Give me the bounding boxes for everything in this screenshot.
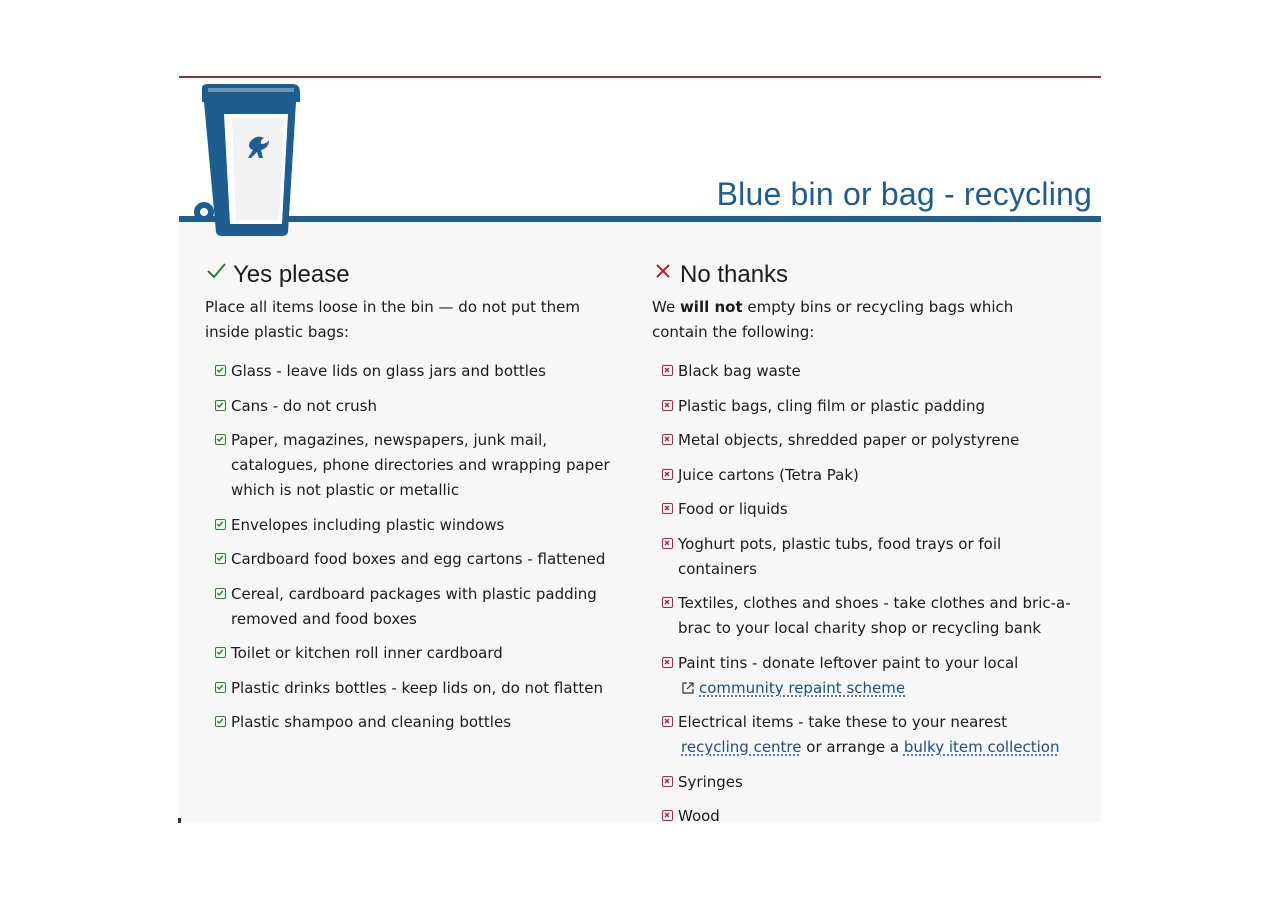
yes-list-item <box>215 513 615 538</box>
no-item-text <box>678 651 1072 701</box>
checkbox-cross-icon <box>662 810 673 821</box>
checkbox-cross-icon <box>662 776 673 787</box>
yes-list-item <box>215 547 615 572</box>
no-heading <box>652 260 1072 289</box>
no-item-text: Yoghurt pots, plastic tubs, food trays or foil containers <box>678 534 1002 578</box>
no-list-item-paint <box>662 651 1072 701</box>
no-list-item <box>662 428 1072 453</box>
no-item-text: Black bag waste <box>678 362 801 380</box>
paint-item-text: Paint tins - donate leftover paint to your local <box>678 653 1019 672</box>
checkbox-tick-icon <box>215 434 226 445</box>
checkbox-tick-icon <box>215 400 226 411</box>
no-item-text: Juice cartons (Tetra Pak) <box>678 465 859 484</box>
yes-heading-text: Yes please <box>233 260 350 288</box>
no-item-text: Plastic bags, cling film or plastic padding <box>678 396 986 415</box>
no-list-item-electrical <box>662 710 1072 760</box>
no-list-item <box>662 770 1072 795</box>
checkbox-cross-icon <box>662 434 673 445</box>
checkbox-cross-icon <box>662 400 673 411</box>
yes-list-item <box>215 641 615 666</box>
page-title: Blue bin or bag - recycling <box>716 176 1092 212</box>
yes-item-text: Plastic drinks bottles - keep lids on, do not flatten <box>231 678 604 697</box>
checkbox-cross-icon <box>662 469 673 480</box>
checkbox-tick-icon <box>215 716 226 727</box>
yes-list-item <box>215 428 615 503</box>
no-list-item <box>662 359 1072 384</box>
wheelie-bin-icon <box>188 82 306 242</box>
checkbox-tick-icon <box>215 553 226 564</box>
yes-intro: Place all items loose in the bin — do not put them inside plastic bags: <box>205 298 581 341</box>
check-icon <box>205 260 231 289</box>
top-divider <box>179 76 1101 78</box>
no-list-item <box>662 463 1072 488</box>
yes-item-text: Glass - leave lids on glass jars and bottles <box>231 362 546 380</box>
no-list-item <box>662 532 1072 582</box>
community-repaint-scheme-link[interactable]: community repaint scheme <box>699 678 906 697</box>
checkbox-cross-icon <box>662 657 673 668</box>
yes-item-text: Cereal, cardboard packages with plastic padding removed and food boxes <box>231 584 597 628</box>
yes-item-text: Plastic shampoo and cleaning bottles <box>231 713 512 731</box>
yes-item-text: Envelopes including plastic windows <box>231 515 505 534</box>
recycling-centre-link[interactable]: recycling centre <box>681 738 802 756</box>
electrical-item-text: Electrical items - take these to your nearest <box>678 713 1008 731</box>
no-item-text <box>678 710 1072 760</box>
yes-list-item <box>215 676 615 701</box>
checkbox-cross-icon <box>662 365 673 376</box>
yes-heading <box>205 260 615 289</box>
checkbox-cross-icon <box>662 597 673 608</box>
yes-list-item <box>215 710 615 735</box>
title-underline <box>179 216 1101 222</box>
cross-icon <box>652 260 678 289</box>
yes-item-text: Cans - do not crush <box>231 396 377 415</box>
electrical-middle-text: or arrange a <box>806 738 900 756</box>
no-intro: We will not empty bins or recycling bags which contain the following: <box>652 298 1014 341</box>
checkbox-tick-icon <box>215 682 226 693</box>
external-link-icon <box>681 678 695 692</box>
no-list-item <box>662 394 1072 419</box>
checkbox-cross-icon <box>662 503 673 514</box>
mouse-cursor-fragment <box>178 818 181 823</box>
bulky-item-collection-link[interactable]: bulky item collection <box>903 738 1060 756</box>
checkbox-tick-icon <box>215 647 226 658</box>
no-item-text: Textiles, clothes and shoes - take clothes and bric-a-brac to your local charity shop or recycling bank <box>678 594 1071 637</box>
yes-list-item <box>215 582 615 632</box>
yes-please-section <box>205 260 615 745</box>
checkbox-tick-icon <box>215 519 226 530</box>
no-list-item <box>662 497 1072 522</box>
checkbox-tick-icon <box>215 365 226 376</box>
no-list-item <box>662 591 1072 641</box>
no-item-text: Wood <box>678 807 720 825</box>
no-item-text: Metal objects, shredded paper or polystyrene <box>678 431 1020 449</box>
checkbox-cross-icon <box>662 716 673 727</box>
no-item-text: Food or liquids <box>678 500 788 518</box>
no-items-list <box>652 359 1072 829</box>
yes-item-text: Cardboard food boxes and egg cartons - flattened <box>231 550 606 568</box>
yes-item-text: Paper, magazines, newspapers, junk mail, catalogues, phone directories and wrapping paper which is not plastic or metallic <box>231 431 610 499</box>
no-item-text: Syringes <box>678 772 743 791</box>
checkbox-cross-icon <box>662 538 673 549</box>
no-thanks-section <box>652 260 1072 839</box>
yes-item-text: Toilet or kitchen roll inner cardboard <box>231 644 503 662</box>
yes-list-item <box>215 359 615 384</box>
no-heading-text: No thanks <box>680 260 789 288</box>
yes-list-item <box>215 394 615 419</box>
checkbox-tick-icon <box>215 588 226 599</box>
yes-items-list <box>205 359 615 735</box>
no-list-item <box>662 804 1072 829</box>
